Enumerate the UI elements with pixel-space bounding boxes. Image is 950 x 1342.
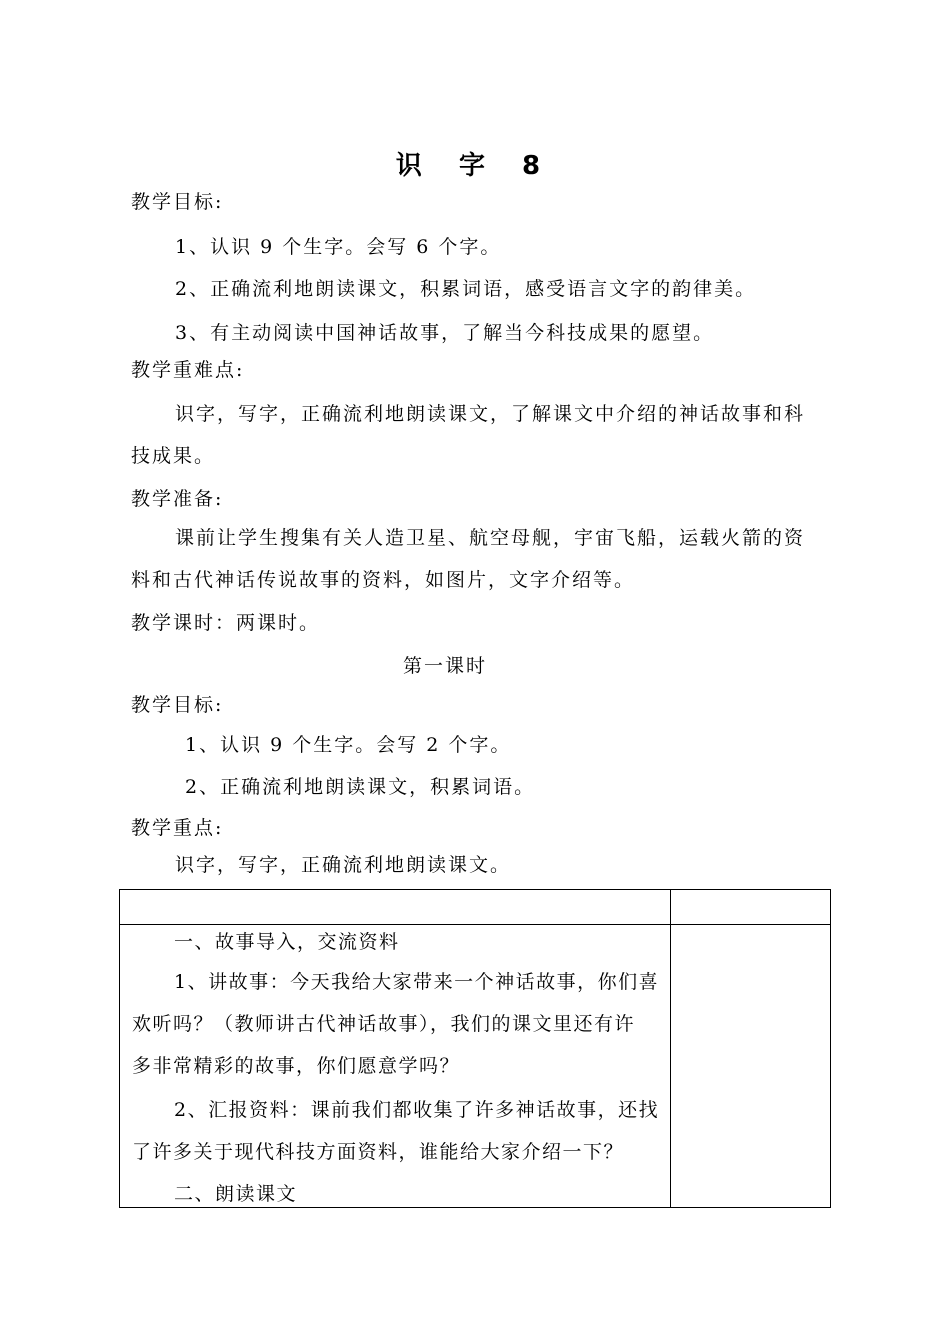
prep-line: 课前让学生搜集有关人造卫星、航空母舰，宇宙飞船，运载火箭的资 xyxy=(175,527,806,549)
difficulty-heading: 教学重难点: xyxy=(131,359,245,381)
table-line: 多非常精彩的故事，你们愿意学吗？ xyxy=(132,1055,461,1077)
goals-heading: 教学目标: xyxy=(131,191,224,213)
table-line: 1、讲故事：今天我给大家带来一个神话故事，你们喜 xyxy=(174,971,660,993)
goal-item: 2、正确流利地朗读课文，积累词语，感受语言文字的韵律美。 xyxy=(175,278,757,300)
table-header-row xyxy=(120,890,831,925)
difficulty-line: 识字，写字，正确流利地朗读课文，了解课文中介绍的神话故事和科 xyxy=(175,403,806,425)
session-key-heading: 教学重点: xyxy=(131,817,224,839)
difficulty-line: 技成果。 xyxy=(131,445,216,467)
table-header-cell xyxy=(671,890,831,925)
session-goal-item: 1、认识 9 个生字。会写 2 个字。 xyxy=(185,734,512,756)
table-header-cell xyxy=(120,890,671,925)
notes-cell xyxy=(671,925,831,1208)
table-line: 一、故事导入，交流资料 xyxy=(174,931,400,953)
class-hours: 教学课时：两课时。 xyxy=(131,612,321,634)
lesson-table xyxy=(119,889,831,1208)
table-line: 欢听吗？（教师讲古代神话故事），我们的课文里还有许 xyxy=(132,1013,636,1035)
session-key-text: 识字，写字，正确流利地朗读课文。 xyxy=(175,854,512,876)
document-title: 识 字 8 xyxy=(395,151,555,181)
table-line: 了许多关于现代科技方面资料，谁能给大家介绍一下？ xyxy=(132,1141,625,1163)
table-row xyxy=(120,925,831,1208)
prep-line: 料和古代神话传说故事的资料，如图片，文字介绍等。 xyxy=(131,569,636,591)
session-goals-heading: 教学目标: xyxy=(131,694,224,716)
lesson-content-cell xyxy=(120,925,671,1208)
goal-item: 3、有主动阅读中国神话故事，了解当今科技成果的愿望。 xyxy=(175,322,715,344)
session-title: 第一课时 xyxy=(402,655,487,677)
prep-heading: 教学准备: xyxy=(131,488,224,510)
goal-item: 1、认识 9 个生字。会写 6 个字。 xyxy=(175,236,502,258)
table-line: 二、朗读课文 xyxy=(174,1183,298,1205)
table-line: 2、汇报资料：课前我们都收集了许多神话故事，还找 xyxy=(174,1099,660,1121)
session-goal-item: 2、正确流利地朗读课文，积累词语。 xyxy=(185,776,536,798)
